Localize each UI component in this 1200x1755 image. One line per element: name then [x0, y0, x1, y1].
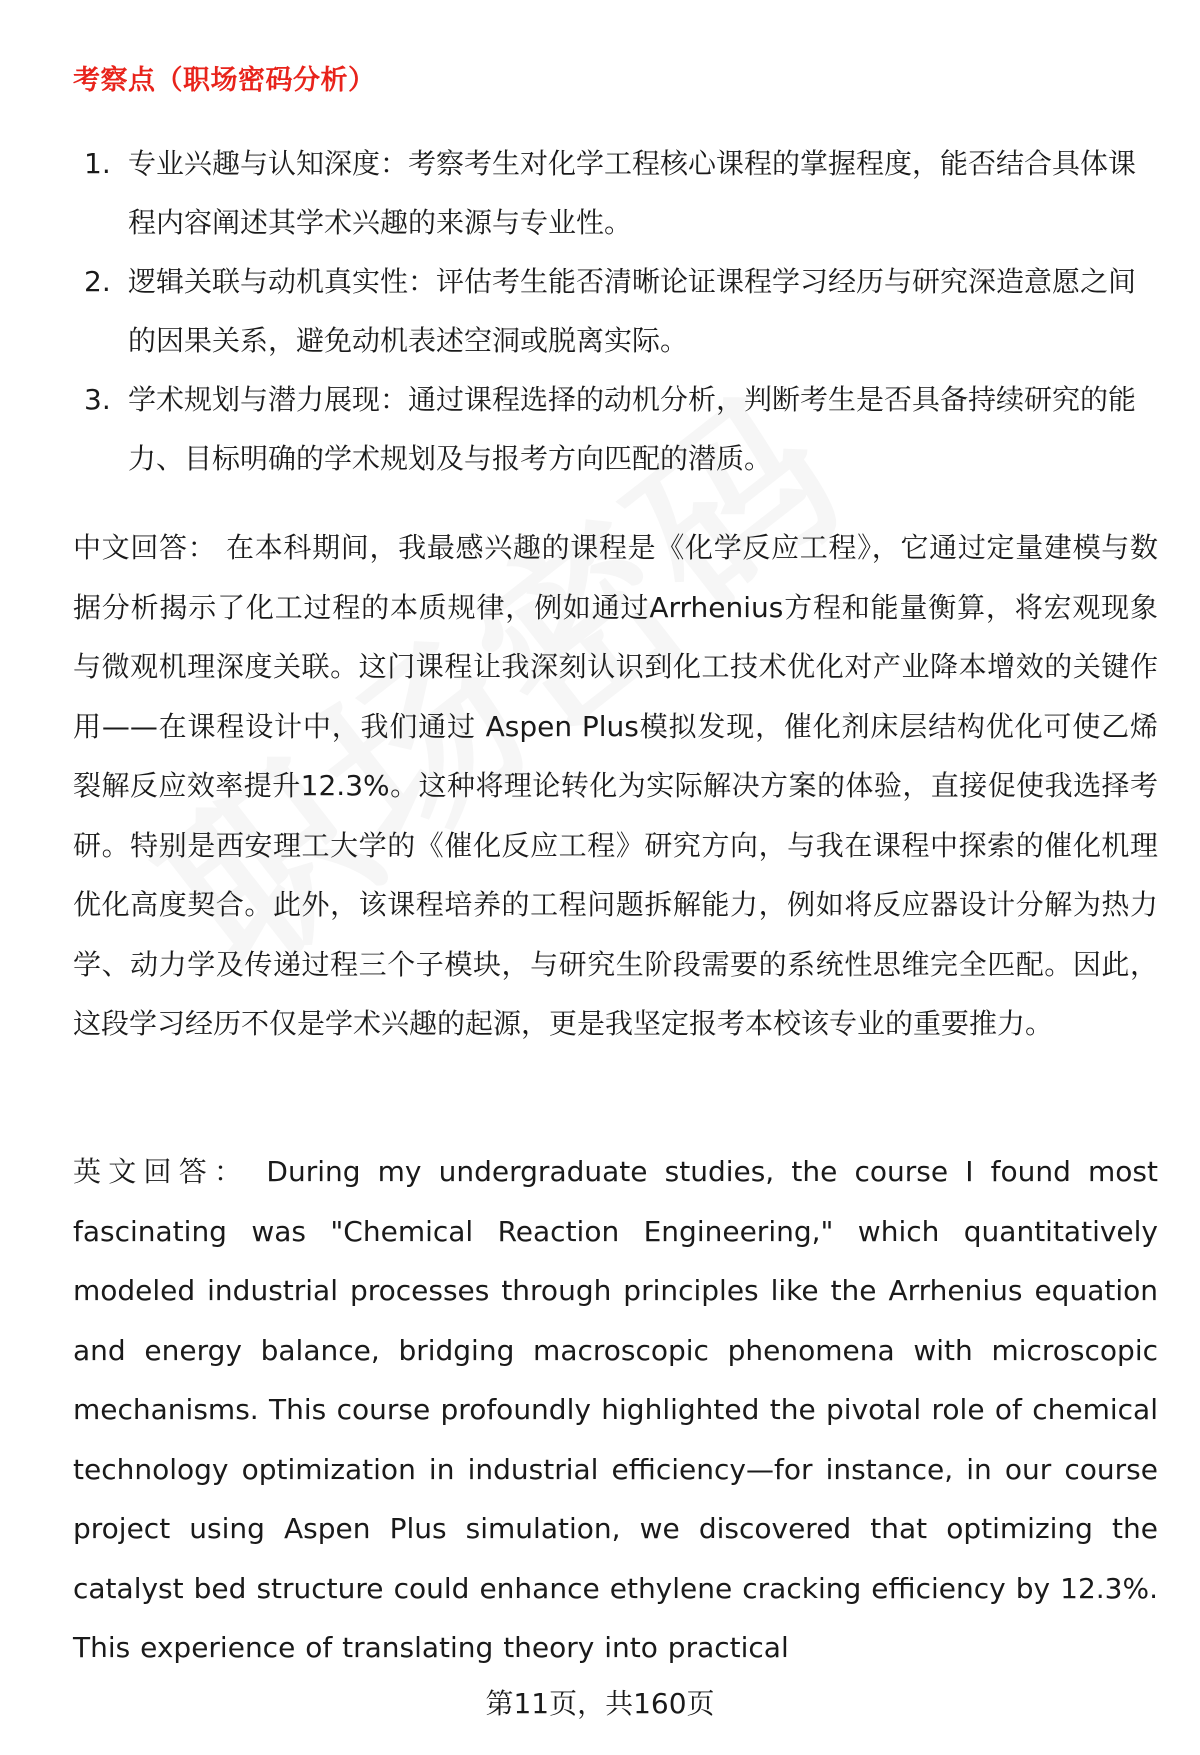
- english-answer-label: 英文回答：: [73, 1155, 250, 1188]
- point-text: 学术规划与潜力展现：通过课程选择的动机分析，判断考生是否具备持续研究的能力、目标明确的学术规划及与报考方向匹配的潜质。: [128, 383, 1137, 475]
- chinese-answer-paragraph: [73, 518, 1158, 1054]
- assessment-points-list: [84, 134, 1154, 488]
- assessment-point: [84, 370, 1154, 488]
- page-number-footer: 第11页，共160页: [485, 1687, 715, 1720]
- chinese-answer-label: 中文回答：: [73, 531, 217, 564]
- section-title: 考察点（职场密码分析）: [73, 65, 376, 96]
- point-number: 1.: [84, 147, 111, 180]
- chinese-answer-text: 在本科期间，我最感兴趣的课程是《化学反应工程》，它通过定量建模与数据分析揭示了化工过程的本质规律，例如通过Arrhenius方程和能量衡算，将宏观现象与微观机理深度关联。这门课程让我深刻认识到化工技术优化对产业降本增效的关键作用——在课程设计中，我们通过 Aspen Plus模拟发现，催化剂床层结构优化可使乙烯裂解反应效率提升12.3%。这种将理论转化为实际解决方案的体验，直接促使我选择考研。特别是西安理工大学的《催化反应工程》研究方向，与我在课程中探索的催化机理优化高度契合。此外，该课程培养的工程问题拆解能力，例如将反应器设计分解为热力学、动力学及传递过程三个子模块，与研究生阶段需要的系统性思维完全匹配。因此，这段学习经历不仅是学术兴趣的起源，更是我坚定报考本校该专业的重要推力。: [73, 531, 1158, 1040]
- point-text: 专业兴趣与认知深度：考察考生对化学工程核心课程的掌握程度，能否结合具体课程内容阐述其学术兴趣的来源与专业性。: [128, 147, 1137, 239]
- point-number: 3.: [84, 383, 111, 416]
- point-text: 逻辑关联与动机真实性：评估考生能否清晰论证课程学习经历与研究深造意愿之间的因果关系，避免动机表述空洞或脱离实际。: [128, 265, 1137, 357]
- point-number: 2.: [84, 265, 111, 298]
- english-answer-text: During my undergraduate studies, the course I found most fascinating was "Chemical Reaction Engineering," which quantitatively modeled industrial processes through principles like the Arrhenius equation and energy balance, bridging macroscopic phenomena with microscopic mechanisms. This course profoundly highlighted the pivotal role of chemical technology optimization in industrial efficiency—for instance, in our course project using Aspen Plus simulation, we discovered that optimizing the catalyst bed structure could enhance ethylene cracking efficiency by 12.3%. This experience of translating theory into practical: [73, 1155, 1158, 1664]
- assessment-point: [84, 252, 1154, 370]
- english-answer-paragraph: [73, 1142, 1158, 1678]
- assessment-point: [84, 134, 1154, 252]
